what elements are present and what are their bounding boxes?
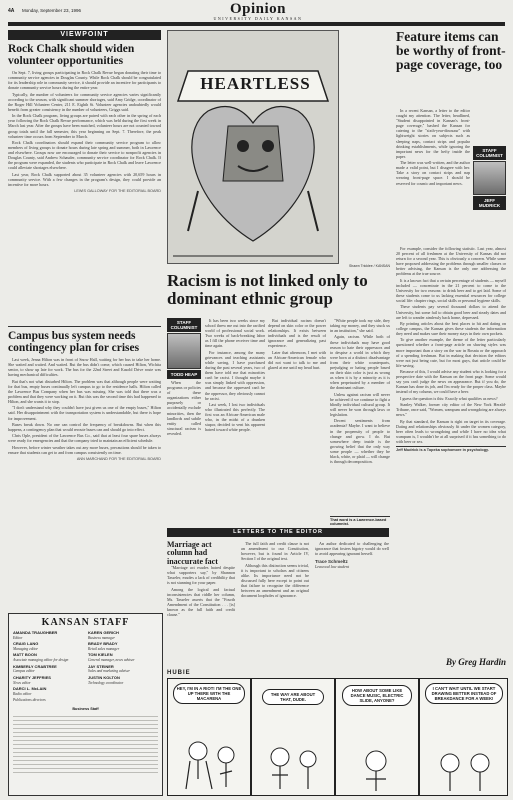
bus-headline: Campus bus system needs contingency plan for crises [8,330,140,355]
paragraph: Because of this, I would advise any student who is looking for a perspective date with the Kansan on the front page. Some would say you can't judge the news on appearance. But if you do, the Kansan has done its job, and I'm ready for the proper class. Maybe instead of my column, we could have a beer. [396,369,506,395]
paragraph: An author dedicated to challenging the ignorance that fosters bigotry would do well to avoid appearing ignorant herself. [315,541,389,557]
letter-signature: Trace Schmeltz [315,559,348,565]
staff-role: Publications directors [13,698,46,703]
bus-editorial [8,330,161,461]
section-title: Opinion [229,1,287,17]
paragraph: By that standard, the Kansan is right on target in its coverage. Dating and relationships obviously fit under the women category, beer often leads to wrongdoing and while I have no idea what wampum is, I wouldn't be at all surprised if it has something to do with beer or sex. [396,418,506,444]
racism-body-col2 [205,318,265,434]
racism-author-name: TODD HEAP [167,370,201,379]
letter-signature-sub: Leawood law student [315,564,350,570]
staff-name: TOM KIELEN [88,652,113,658]
character-illustration [336,679,418,795]
comic-panel-1 [167,678,251,796]
staff-entry [13,687,83,696]
staff-name: BRADY BRADY [88,641,118,647]
paragraph: In a recent Kansan, a letter to the editor caught my attention. The letter, headlined, "Student disappointed in Kansan's front-page coverage," bashed the Kansan for catering to the "sixth-year-dinosaur" with lightweight stories on subjects such as sleeping naps, contact strips and popular drinking establishments, while ignoring the important news for the hefty inside the paper. [396,108,470,159]
staff-role: News editor [13,680,31,685]
character-illustration [168,679,250,795]
divider [8,326,161,327]
staff-role: General manager, news adviser [88,658,135,663]
paragraph: "I don't understand why they couldn't have just given us one of the empty buses," Hilton said. Her disappointment with the transportation system is understandable, but there is hope for improvement. [8,405,161,421]
paragraph: Last week, Jenna Hilton was in front of Snow Hall, waiting for her bus to take her home. She waited and waited. And waited. But the bus didn't come, which caused Hilton, Wichita senior, to show up late for work. The bus for the 22nd Street and Kasold Drive route was having mechanical difficulties. [8,357,161,378]
paragraph: Last week, I lost two individuals who illustrated this perfectly. The first was an African-American male who, in the midst of a drunken stupor, decided to vent his apparent hatred toward white people. [205,401,265,433]
viewpoint-headline: Rock Chalk should widen volunteer opportunities [8,43,135,68]
character-illustration [252,679,334,795]
paragraph: Rock Chalk coordinators should expand their community service program to allow members of living groups to donate hours during late spring and summer, both in Lawrence and elsewhere. Groups now are encouraged to donate their service to nonprofit agencies in Douglas County, said Andrew Schauder, community service coordinator for Rock Chalk. If the program were expanded, the students who participate in Rock Chalk and leave Lawrence could alleviate shortages elsewhere. [8,139,161,171]
staff-role: Retail sales manager [88,647,120,651]
cartoon-credit: Shawn Tricklee / KANSAN [348,264,390,268]
paragraph: Last year, Rock Chalk supported about 35 volunteer agencies with 20,659 hours in community service. With a few changes in the program's design, they could provide an incentive for more hours. [8,171,161,187]
racism-column [167,272,389,308]
feature-author-name: JEFF MUDRICK [473,196,506,210]
issue-date: Monday, September 23, 1996 [22,8,81,13]
letter-headline: Marriage act column had inaccurate fact [167,540,218,566]
staff-entry [13,631,83,640]
staff-name: MATT BOON [13,652,37,658]
comic-panel-2 [251,678,335,796]
staff-name: JUSTIN KOLTON [88,674,120,680]
paragraph: For example, consider the following statistic. Last year, almost 20 percent of all freshmen at the University of Kansas did not return for a second year. This is obviously a concern. While some have proposed addressing the problems through smaller classes or better advising, the Kansan is the only one addressing the problems at the true source. [396,246,506,277]
staff-entry [88,653,158,662]
masthead-rule [8,22,505,26]
staff-entry [13,653,83,662]
business-staff-label: Business Staff [72,706,99,711]
feature-staff-label: STAFF COLUMNIST [473,146,506,160]
racism-author-box [167,318,201,379]
comic-panel-3 [335,678,419,796]
speech-bubble: HOW ABOUT SOME LIKE DANCE MUSIC, ELECTRIC SLIDE, ANYONE? [342,685,412,706]
paragraph: To give another example, the theme of the letter particularly questioned whether a front-page article on shaving styles was more important than a story on the war in Bosnia or the approach of a spending freshman. But in making that decision the editors were not just being cute, but for most guys, that article could be life-saving. [396,337,506,368]
paragraph: When the programs or policies of these organizations either purposely or accidentally exclude minorities, then the landlords and subtle entity called structural racism is revealed. [167,380,201,436]
character-illustration [420,679,507,795]
staff-name: DARCI L. McLAIN [13,686,47,692]
paragraph: For instance, among the many grievances and teaching assistants while saving, I have purchased during the past several years, two of them have told me that minorities can't be racist. I thought maybe it was simply linked with oppression, and because the oppressed can't be the oppressor, they obviously cannot be racist. [205,349,265,401]
paragraph: Unless against racism will never be achieved if we continue to fight a blindly individual cultural group. It will never be won through laws or legislation. [330,391,390,418]
paragraph: It is a known fact that a certain percentage of students — myself included — concentrate in the 21 percent to come to the University for two reasons: to drink beer and to get laid. Some of these students come to us lacking essential resources for college social life: chapter rings, social skills or personal hygiene skills. [396,277,506,304]
kansan-staff-box [8,613,163,796]
staff-name: CRAIG LANG [13,641,39,647]
letter-body-col2 [241,541,309,599]
staff-entry [13,698,83,702]
staff-title: KANSAN STAFF [41,617,130,628]
staff-entry [88,665,158,674]
viewpoint-body [8,70,161,187]
staff-list-right [88,631,158,705]
comic-credit: By Greg Hardin [445,657,506,667]
staff-role: Technology coordinator [88,680,124,685]
staff-name: JAY STEINER [88,663,114,669]
feature-author-box [473,146,506,210]
staff-entry [13,665,83,674]
letters-bar: LETTERS TO THE EDITOR [167,528,389,537]
paragraph: I guess the question is this: Exactly what qualifies as news? [400,395,498,401]
author-photo [473,161,506,195]
racism-body-col1 [167,380,201,437]
paragraph: Chris Ople, president of the Lawrence Bus Co., said that at least four spare buses always were ready for emergencies and that the company tried to maintain an efficient schedule. [8,433,161,444]
paragraph: The full faith and credit clause is not an amendment to our Constitution, however, but is found in Article IV, Section I of the original text. [241,541,309,562]
staff-entry [13,676,83,685]
comic-title: HUBIE [167,670,191,676]
staff-directory-grid [13,713,158,773]
racism-body-col3 [268,318,326,371]
paragraph: These students pay several thousand dollars to attend the University, but some fail to obtain good beer and steady dates and are left to wander aimlessly back home, depressed. [396,304,506,320]
paragraph: But individual racism doesn't depend on skin color or the power relationships. It exists between individuals and is the result of ignorance and generalizing past experience. [268,318,326,349]
staff-name: KAREN GERICH [88,630,119,635]
letter-body-col1 [167,565,235,618]
racism-headline: Racism is not linked only to dominant ethnic group [167,271,368,308]
bus-byline: ANN MARCHAND FOR THE EDITORIAL BOARD [76,456,161,461]
paragraph: Typically, the number of volunteers for community service agencies varies significantly according to the season, with significant summer shortages, said Amy Gridge, coordinator of the Roger Hill Volunteer Center, 211 E. Eighth St. Volunteer agencies undoubtedly would benefit from greater consistency in the number of volunteers, Griggs said. [8,91,161,112]
racism-body-col4 [330,318,390,465]
paragraph: In the Rock Chalk program, living groups are paired with each other in the spring of each year following the Rock Chalk Revue performance, which was held during the first week in March last year. After the groups have been matched, volunteer hours are not counted toward group totals until the fall semester, this year beginning on Sept. 7. Therefore, the peak volunteer time occurs from September to March. [8,113,161,139]
cartoon-illustration [168,31,338,263]
staff-name: CHARITY JEFFRIES [13,674,51,680]
paragraph: Among the logical and factual inconsistencies that riddle her column, Ms. Tasseler asserts that the "Fourth Amendment of the Constitution . . . [is] known as the full faith and credit clause." [167,586,235,618]
bus-body [8,357,161,455]
paper-name: UNIVERSITY DAILY KANSAN [213,16,303,21]
paragraph: But that's not what disturbed Hilton. The problem was that although people were waiting for that bus, empty buses continually left campus to go to the residence halls. Hilton called the Lawrence Bus Company when her bus was missing. She was told that there was a problem and that they were working on it. But this was the second time this had happened to Hilton, and she wants it to stop. [8,378,161,405]
feature-body-col1 [396,108,470,187]
paragraph: Stanley Walker, former city editor of the New York Herald-Tribune, once said, "Women, wampum and wrongdoing are always news." [396,402,506,418]
staff-entry [88,631,158,640]
editorial-cartoon [167,30,339,264]
viewpoint-label: VIEWPOINT [8,30,161,40]
staff-list-left [13,631,83,705]
staff-role: Editor [13,635,23,640]
letters-column [167,541,389,653]
staff-name: AMANDA TRAUGHBER [13,630,58,635]
page-number: 4A [8,8,15,14]
racism-staff-label: STAFF COLUMNIST [167,318,201,332]
staff-role: Managing editor [13,647,38,651]
viewpoint-editorial [8,43,161,193]
paragraph: Although this distinction seems trivial, it is important to scholars and citizens alike. Its importance need not be discussed fully here except to point out that failure to recognize the difference between an amendment and an original document loopholes of ignorance. [241,562,309,599]
feature-body-col2 [396,246,506,453]
staff-role: Associate managing editor for design [13,658,69,663]
paragraph: "Marriage act exudes hatred despite what supporters say," by Shannon Tasseler, exudes a lack of credibility that is not stunning for your paper. [167,565,235,586]
paragraph: Buses break down. No one can control the frequency of breakdowns. But when this happens, a contingency plan that would reroute buses can and should go into effect. [8,421,161,432]
paragraph: It has been two weeks since my school threw me out into the rarified world of professional social work. Two weeks of back-breaking labor as I fill the phone receiver time and time again. [205,318,265,349]
staff-entry [88,642,158,651]
staff-role: Business manager [88,635,115,640]
paragraph: By printing articles about the best places to hit and dating on college campus, the Kansan gives these students the information they need and makes sure their money stays in their own pockets. [396,320,506,337]
viewpoint-byline: LEWIS GALLOWAY FOR THE EDITORIAL BOARD [74,188,161,193]
paragraph: The letter was well-written, and the author made a valid point, but I disagree with her. Take a story on contact strips and nap wearing front-page space. I should be reserved for cosmic and important news. [396,160,470,186]
comic-panel-4 [419,678,508,796]
speech-bubble: HEY, I'M IN A RIOT! I'M THE ONE UP THERE WITH THE MACARENA [173,683,245,704]
staff-name: KIMBERLY CRABTREE [13,663,57,669]
paragraph: However, before winter weather takes out any more buses, precautions should be taken to ensure that students can get to and from campus consistently on time. [8,444,161,455]
paragraph: "White people took my side, they taking my money, and they stuck us in an institution," she said. [330,318,390,334]
staff-entry [13,642,83,651]
feature-headline: Feature items can be worthy of front-page coverage, too [396,29,506,72]
author-photo [167,333,201,369]
paragraph: Again, racism. While both of these individuals may have good reason to hate their oppressors and to despise a world in which they were born at a distinct disadvantage from their white counterparts, prejudging or hating people based on their skin color is just as wrong as when it is by a minority as it is when perpetuated by a member of the dominant culture. [330,334,390,391]
staff-role: Campus editor [13,669,35,674]
speech-bubble: THE WAY ARE ABOUT THAT, DUDE. [262,689,324,705]
speech-bubble: I CAN'T WAIT UNTIL WE START DRAWING BETTER INSTEAD OF BREAKDANCE FOR A WEEK! [425,683,503,704]
racism-pullquote: That word is a Lawrence-based columnist. [330,516,390,526]
paragraph: Later that afternoon, I met with an African-American female who did not want to talk to me and glared at me until my head hurt. [268,349,326,371]
feature-tagline: Jeff Mudrick is a Topeka sophomore in psychology. [396,446,506,453]
staff-role: Radio editor [13,691,32,696]
paragraph: Decent sentiments from academia? Maybe. I want to believe in the propensity of people to change and grow. I do. But somewhere deep inside is the growing belief that the only way some people — whether they be black, white, or plaid — will change is through decomposition. [330,418,390,465]
paragraph: On Sept. 7, living groups participating in Rock Chalk Revue began donating their time to community service agencies in Douglas County. While Rock Chalk should be congratulated for its leadership role in community service, it should provide an incentive for participants to donate community service hours during the entire year. [8,70,161,91]
letter-body-col3 [315,541,389,569]
staff-role: Sales and marketing adviser [88,669,130,674]
feature-column [396,30,506,72]
staff-entry [88,676,158,685]
masthead [8,3,505,23]
cartoon-title: HEARTLESS [200,74,311,93]
